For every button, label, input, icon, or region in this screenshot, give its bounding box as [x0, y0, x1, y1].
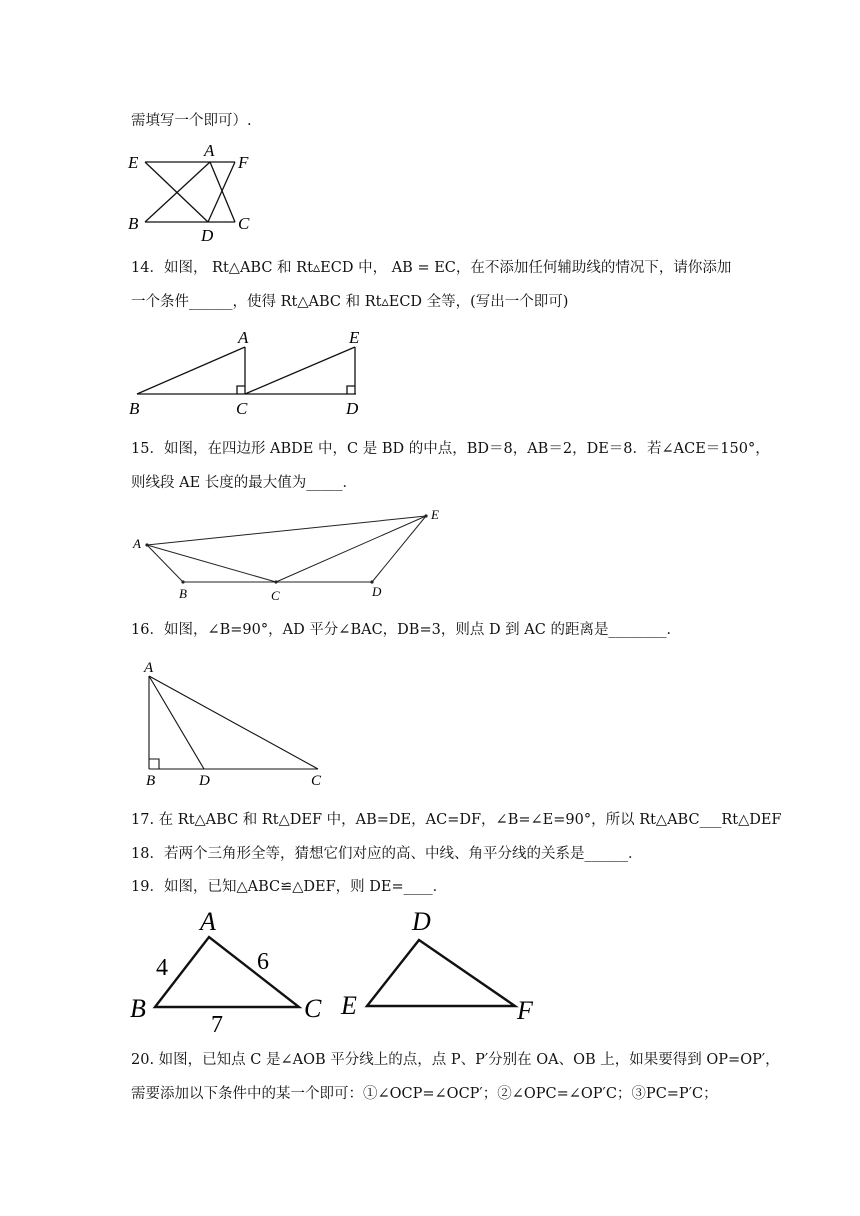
label-C: C [238, 214, 250, 233]
question-19-line: 19．如图，已知△ABC≌△DEF，则 DE=____． [131, 879, 448, 895]
question-15-line-1: 15．如图，在四边形 ABDE 中，C 是 BD 的中点，BD＝8，AB＝2，DE＝8．若∠ACE＝150°， [131, 441, 770, 457]
label-A: A [238, 328, 249, 347]
side-bc-length: 7 [211, 1012, 223, 1035]
label-C: C [236, 399, 248, 418]
question-14-line-2: 一个条件______，使得 Rt△ABC 和 Rt▵ECD 全等，(写出一个即可) [131, 294, 569, 310]
figure-q13 [125, 140, 255, 245]
label-E: E [349, 328, 360, 347]
label-F: F [517, 996, 533, 1025]
label-A: A [133, 536, 141, 551]
side-ac-length: 6 [257, 949, 269, 975]
label-B: B [146, 773, 156, 789]
question-14-line-1: 14．如图， Rt△ABC 和 Rt▵ECD 中， AB = EC，在不添加任何辅助线的情况下，请你添加 [131, 260, 732, 276]
label-E: E [128, 153, 139, 172]
label-D: D [372, 584, 382, 599]
label-C: C [271, 588, 280, 603]
label-E: E [431, 507, 439, 522]
side-ab-length: 4 [156, 955, 168, 981]
label-C: C [304, 994, 322, 1023]
label-D: D [412, 907, 431, 936]
question-15-line-2: 则线段 AE 长度的最大值为_____． [131, 475, 358, 491]
question-16-line: 16．如图，∠B=90°，AD 平分∠BAC，DB=3，则点 D 到 AC 的距离是________． [131, 622, 681, 638]
label-A: A [144, 660, 154, 676]
label-B: B [129, 399, 140, 418]
label-B: B [130, 994, 146, 1023]
figure-q15 [128, 505, 458, 605]
question-20-line-1: 20. 如图，已知点 C 是∠AOB 平分线上的点，点 P、P′分别在 OA、OB 上，如果要得到 OP=OP′， [131, 1052, 780, 1068]
label-B: B [128, 214, 139, 233]
figure-q16 [138, 656, 338, 790]
figure-q14 [125, 326, 375, 418]
label-F: F [238, 153, 249, 172]
label-A: A [204, 141, 215, 160]
label-C: C [311, 773, 322, 789]
label-A: A [200, 907, 216, 936]
label-D: D [346, 399, 359, 418]
question-20-line-2: 需要添加以下条件中的某一个即可：①∠OCP=∠OCP′；②∠OPC=∠OP′C；③PC=P′C； [131, 1086, 718, 1102]
figure-q19 [127, 905, 547, 1035]
question-18-line: 18．若两个三角形全等，猜想它们对应的高、中线、角平分线的关系是______． [131, 846, 643, 862]
label-E: E [341, 991, 357, 1020]
label-D: D [201, 226, 214, 245]
text-line-continuation: 需填写一个即可）. [131, 113, 252, 129]
label-D: D [199, 773, 210, 789]
question-17-line: 17. 在 Rt△ABC 和 Rt△DEF 中，AB=DE，AC=DF，∠B=∠E=90°，所以 Rt△ABC___Rt△DEF [131, 812, 782, 828]
label-B: B [179, 586, 187, 601]
